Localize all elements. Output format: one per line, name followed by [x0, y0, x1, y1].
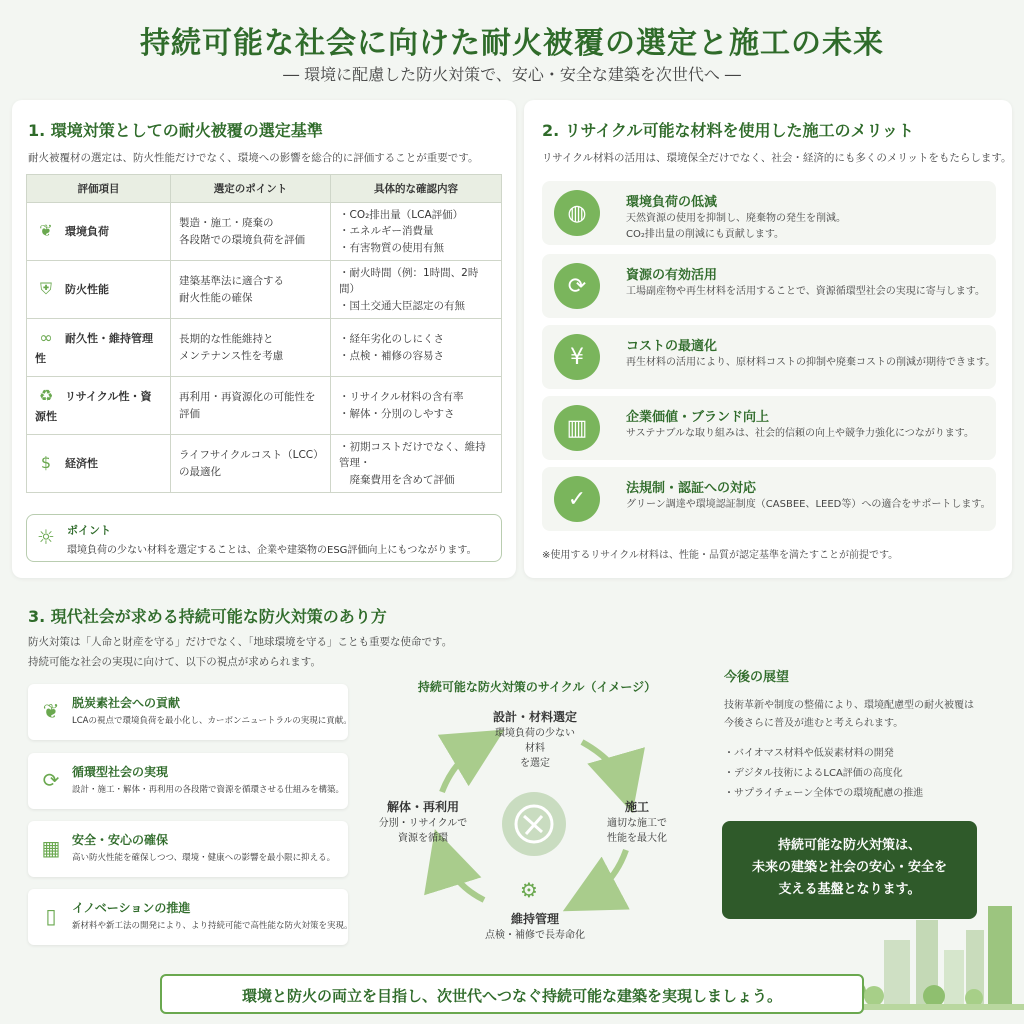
merit-desc: 天然資源の使用を抑制し、廃棄物の発生を削減。 CO₂排出量の削減にも貢献します。 — [626, 213, 846, 240]
table-header: 評価項目 — [27, 175, 171, 203]
section3-intro-2: 持続可能な社会の実現に向けて、以下の視点が求められます。 — [28, 656, 321, 668]
merit-title: コストの最適化 — [626, 339, 718, 354]
globe-icon: ◍ — [554, 190, 600, 236]
page-title: 持続可能な社会に向けた耐火被覆の選定と施工の未来 — [140, 26, 884, 61]
row-check: ・耐火時間（例：1時間、2時間） — [339, 267, 479, 296]
cycle-title: 持続可能な防火対策のサイクル（イメージ） — [417, 680, 657, 694]
future-bullet: ・バイオマス材料や低炭素材料の開発 — [724, 748, 894, 759]
merit-desc: 工場副産物や再生材料を活用することで、資源循環型社会の実現に寄与します。 — [626, 286, 985, 297]
row-point: 製造・施工・廃棄の — [179, 217, 274, 230]
perspective-title: 脱炭素社会への貢献 — [72, 696, 181, 710]
section3-title: 3. 現代社会が求める持続可能な防火対策のあり方 — [28, 607, 387, 626]
section2-title: 2. リサイクル可能な材料を使用した施工のメリット — [542, 121, 914, 140]
perspective-card — [28, 753, 348, 809]
point-box — [26, 514, 502, 562]
future-title: 今後の展望 — [724, 670, 790, 685]
buildings-icon: ▥ — [554, 405, 600, 451]
future-bullet: ・サプライチェーン全体での環境配慮の推進 — [724, 788, 924, 799]
merit-item — [542, 467, 996, 531]
table-header-row — [27, 175, 502, 203]
row-point: メンテナンス性を考慮 — [179, 349, 284, 362]
perspective-desc: 高い防火性能を確保しつつ、環境・健康への影響を最小限に抑える。 — [72, 853, 336, 863]
merit-item — [542, 181, 996, 245]
row-item: 経済性 — [65, 456, 98, 470]
cycle-icon: ⟳ — [42, 768, 60, 792]
row-check: ・初期コストだけでなく、維持管理・ — [339, 441, 486, 470]
merit-item — [542, 325, 996, 389]
book-icon: ▯ — [45, 904, 57, 928]
point-label: ポイント — [67, 524, 111, 537]
row-check: ・国土交通大臣認定の有無 — [339, 299, 465, 312]
cycle-step-maintenance: 維持管理 点検・補修で長寿命化 — [485, 912, 585, 941]
table-row — [27, 203, 502, 261]
merit-title: 企業価値・ブランド向上 — [626, 410, 770, 425]
merit-item — [542, 396, 996, 460]
cycle-step-build: 施工 適切な施工で 性能を最大化 — [607, 800, 667, 844]
leaf-icon: ❦ — [42, 699, 60, 723]
footer-banner — [160, 974, 864, 1014]
perspective-title: イノベーションの推進 — [72, 901, 191, 915]
leaf-icon: ❦ — [39, 221, 53, 241]
footer-message: 環境と防火の両立を目指し、次世代へつなぐ持続可能な建築を実現しましょう。 — [241, 987, 782, 1005]
row-check: ・リサイクル材料の含有率 — [339, 391, 464, 404]
table-row — [27, 261, 502, 319]
row-point: の最適化 — [179, 465, 221, 478]
row-check: ・有害物質の使用有無 — [339, 241, 444, 254]
row-point: 各段階での環境負荷を評価 — [179, 233, 305, 246]
perspective-card — [28, 684, 352, 740]
table-row — [27, 377, 502, 435]
cycle-arrow — [584, 850, 626, 900]
message-box: 持続可能な防火対策は、 未来の建築と社会の安心・安全を 支える基盤となります。 — [722, 821, 977, 919]
perspective-desc: 新材料や新工法の開発により、より持続可能で高性能な防火対策を実現。 — [72, 921, 353, 931]
row-check: ・点検・補修の容易さ — [339, 349, 444, 362]
cycle-arrow — [442, 852, 484, 900]
table-header: 具体的な確認内容 — [331, 175, 502, 203]
perspective-title: 循環型社会の実現 — [72, 765, 169, 779]
point-text: 環境負荷の少ない材料を選定することは、企業や建築物のESG評価向上にもつながります。 — [67, 545, 477, 556]
page-subtitle: ― 環境に配慮した防火対策で、安心・安全な建築を次世代へ ― — [283, 65, 741, 84]
perspective-title: 安全・安心の確保 — [72, 833, 169, 847]
merit-desc: グリーン調達や環境認証制度（CASBEE、LEED等）への適合をサポートします。 — [626, 499, 991, 510]
row-check: ・経年劣化のしにくさ — [339, 333, 444, 346]
money-bag-icon: $ — [40, 453, 52, 473]
check-icon: ✓ — [554, 476, 600, 522]
perspective-desc: 設計・施工・解体・再利用の各段階で資源を循環させる仕組みを構築。 — [72, 785, 345, 795]
row-check: ・解体・分別のしやすさ — [339, 407, 455, 420]
perspective-card — [28, 821, 348, 877]
cycle-arrows-icon: ⟳ — [554, 263, 600, 309]
row-item: 耐久性・維持管理性 — [35, 331, 153, 365]
row-item: 防火性能 — [65, 282, 109, 296]
perspective-desc: LCAの視点で環境負荷を最小化し、カーボンニュートラルの実現に貢献。 — [72, 716, 352, 726]
row-check: 廃棄費用を含めて評価 — [339, 473, 455, 486]
row-check: ・エネルギー消費量 — [339, 225, 434, 238]
recycle-icon: ♻ — [38, 386, 54, 406]
merit-title: 法規制・認証への対応 — [626, 481, 757, 496]
row-point: 耐火性能の確保 — [179, 291, 253, 304]
row-point: 長期的な性能維持と — [179, 333, 274, 346]
row-point: 建築基準法に適合する — [179, 275, 284, 288]
section2-intro: リサイクル材料の活用は、環境保全だけでなく、社会・経済的にも多くのメリットをもたらします。 — [542, 152, 1012, 164]
row-point: 再利用・再資源化の可能性を評価 — [179, 391, 316, 420]
future-text-2: 今後さらに普及が進むと考えられます。 — [724, 718, 904, 729]
row-check: ・CO₂排出量（LCA評価） — [339, 209, 464, 222]
section1-intro: 耐火被覆材の選定は、防火性能だけでなく、環境への影響を総合的に評価することが重要です。 — [28, 152, 479, 164]
row-point: ライフサイクルコスト（LCC） — [179, 449, 324, 462]
cycle-arrow — [442, 742, 484, 792]
shield-icon: ⛨ — [39, 279, 52, 299]
section1-card — [12, 100, 516, 578]
section1-title: 1. 環境対策としての耐火被覆の選定基準 — [28, 121, 323, 140]
link-icon: ∞ — [39, 328, 53, 348]
perspective-card — [28, 889, 353, 945]
cycle-step-reuse: 解体・再利用 分別・リサイクルで 資源を循環 — [378, 800, 468, 844]
table-row — [27, 319, 502, 377]
maintenance-icon: ⚙ — [520, 878, 538, 902]
cycle-step-design: 設計・材料選定 環境負荷の少ない 材料 を選定 — [492, 710, 577, 769]
row-item: リサイクル性・資源性 — [35, 389, 152, 423]
section3-intro-1: 防火対策は「人命と財産を守る」だけでなく、「地球環境を守る」ことも重要な使命です。 — [28, 636, 453, 648]
merit-desc: サステナブルな取り組みは、社会的信頼の向上や競争力強化につながります。 — [626, 428, 974, 439]
row-item: 環境負荷 — [65, 224, 109, 238]
table-header: 選定のポイント — [171, 175, 331, 203]
building-icon: ▦ — [41, 836, 61, 860]
future-bullet: ・デジタル技術によるLCA評価の高度化 — [724, 768, 903, 779]
merit-title: 資源の有効活用 — [626, 268, 718, 283]
merit-desc: 再生材料の活用により、原材料コストの抑制や廃棄コストの削減が期待できます。 — [626, 357, 996, 368]
merit-title: 環境負荷の低減 — [626, 195, 718, 210]
merit-item — [542, 254, 996, 318]
future-text-1: 技術革新や制度の整備により、環境配慮型の耐火被覆は — [724, 700, 974, 711]
table-row — [27, 435, 502, 493]
section2-note: ※使用するリサイクル材料は、性能・品質が認定基準を満たすことが前提です。 — [542, 550, 899, 561]
criteria-table — [26, 174, 502, 493]
lightbulb-icon: ☼ — [37, 525, 55, 549]
yen-icon: ¥ — [554, 334, 600, 380]
